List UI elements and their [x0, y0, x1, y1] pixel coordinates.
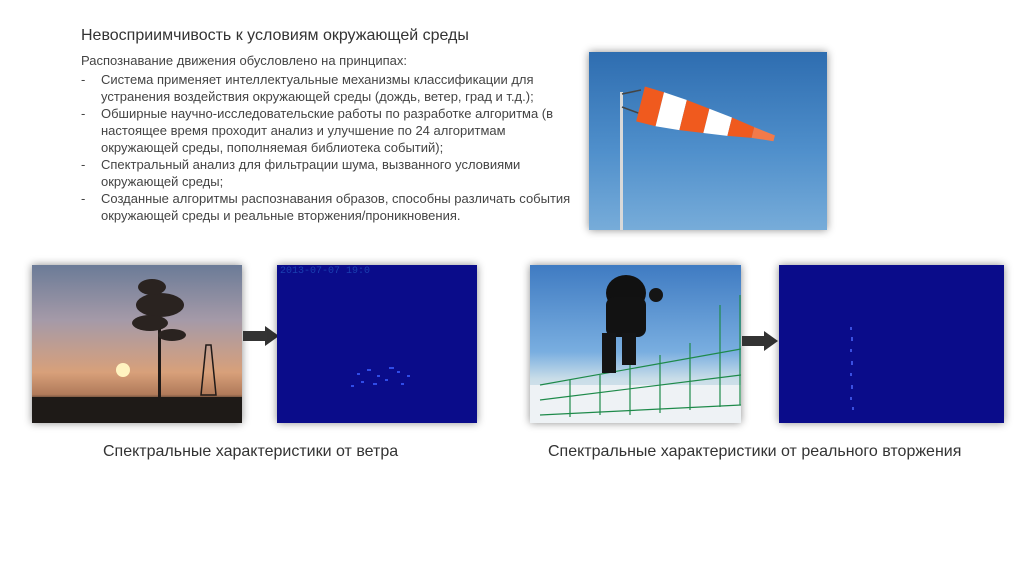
- bullet-text: Спектральный анализ для фильтрации шума, вызванного условиями окружающей среды;: [101, 157, 521, 189]
- slide-title: Невосприимчивость к условиям окружающей среды: [81, 27, 469, 44]
- caption-intrusion: Спектральные характеристики от реального вторжения: [548, 443, 962, 460]
- caption-wind: Спектральные характеристики от ветра: [103, 443, 399, 460]
- spectral-panel-wind: [277, 265, 477, 423]
- spectral-panel-intrusion: [779, 265, 1004, 423]
- list-item: - Обширные научно-исследовательские работы по разработке алгоритма (в настоящее время проходит анализ и улучшение по 24 алгоритмам окружающей среды, пополняемая библиотека событий);: [81, 106, 554, 155]
- principles-list: [81, 71, 571, 224]
- list-item: - Созданные алгоритмы распознавания образов, способны различать события окружающей среды и реальные вторжения/проникновения.: [81, 191, 571, 223]
- bullet-text: Обширные научно-исследовательские работы по разработке алгоритма (в настоящее время проходит анализ и улучшение по 24 алгоритмам окружающей среды, пополняемая библиотека событий);: [101, 106, 554, 155]
- fence-intrusion-photo: [530, 265, 741, 423]
- windsock-photo: [589, 52, 827, 230]
- bullet-text: Система применяет интеллектуальные механизмы классификации для устранения воздействия окружающей среды (дождь, ветер, град и т.д.);: [101, 72, 534, 104]
- list-item: - Система применяет интеллектуальные механизмы классификации для устранения воздействия окружающей среды (дождь, ветер, град и т.д.);: [81, 72, 534, 104]
- bullet-text: Созданные алгоритмы распознавания образов, способны различать события окружающей среды и реальные вторжения/проникновения.: [101, 191, 571, 223]
- intro-text: Распознавание движения обусловлено на принципах:: [81, 53, 407, 68]
- tree-sunset-photo: [32, 265, 242, 423]
- right-arrow-icon: [742, 331, 778, 351]
- spectral-timestamp: 2013-07-07 19:0: [280, 266, 371, 277]
- list-item: - Спектральный анализ для фильтрации шума, вызванного условиями окружающей среды;: [81, 157, 521, 189]
- right-arrow-icon: [243, 326, 279, 346]
